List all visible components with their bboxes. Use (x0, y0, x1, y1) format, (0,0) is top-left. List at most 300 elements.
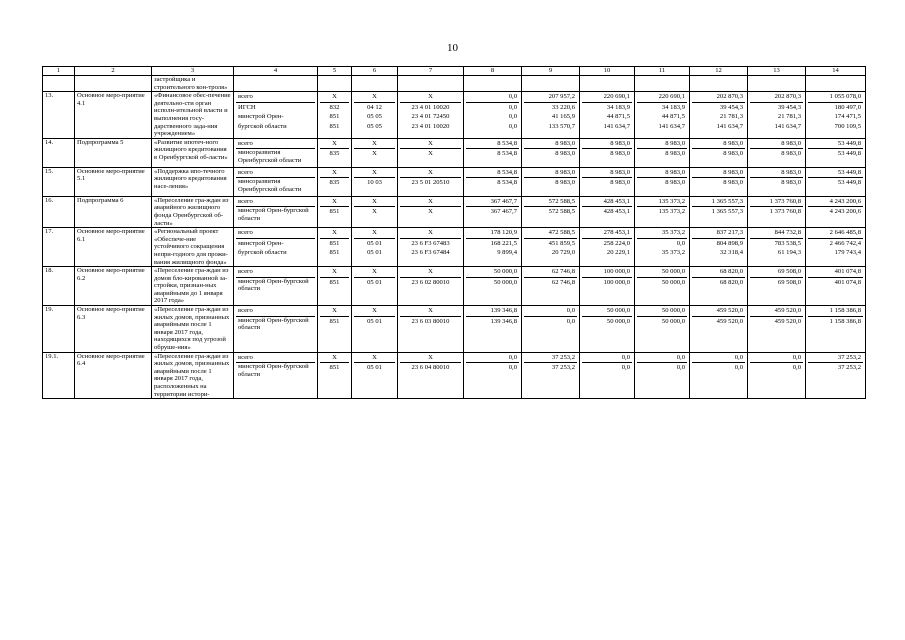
amount-value: 367 467,7 (466, 197, 519, 208)
responsible-cell (234, 352, 318, 399)
amount-value: 367 467,7 (490, 208, 517, 216)
code-value: 851 (329, 364, 340, 372)
code-value: X (320, 168, 349, 179)
amount-value: 50 000,0 (637, 306, 687, 317)
code-cell-6 (352, 196, 398, 227)
amount-value: 0,0 (750, 353, 803, 364)
amount-value: 428 453,1 (582, 197, 632, 208)
amount-cell-12 (690, 352, 748, 399)
amount-value: 50 000,0 (466, 267, 519, 278)
code-value: X (354, 267, 395, 278)
code-value: X (400, 353, 461, 364)
row-type-cell (75, 76, 152, 92)
row-number-cell: 13. (43, 92, 75, 139)
amount-value: 100 000,0 (603, 278, 630, 286)
amount-value: 844 732,8 (750, 228, 803, 239)
amount-value: 459 520,0 (750, 306, 803, 317)
empty-cell (318, 76, 352, 92)
responsible-line: всего (236, 139, 315, 150)
amount-value: 0,0 (676, 239, 685, 247)
column-number: 5 (318, 67, 352, 76)
amount-value: 202 870,3 (692, 92, 745, 103)
responsible-cell (234, 267, 318, 306)
code-value: X (320, 306, 349, 317)
amount-value: 0,0 (692, 353, 745, 364)
amount-value: 8 983,0 (750, 168, 803, 179)
amount-value: 133 570,7 (548, 122, 575, 130)
amount-value: 53 449,8 (837, 150, 861, 158)
amount-value: 0,0 (566, 317, 575, 325)
code-cell-6 (352, 306, 398, 353)
code-cell-5 (318, 167, 352, 196)
code-cell-5 (318, 352, 352, 399)
code-value: X (320, 353, 349, 364)
amount-cell-11 (635, 228, 690, 267)
column-number: 3 (152, 67, 234, 76)
row-number-cell: 14. (43, 138, 75, 167)
empty-cell (635, 76, 690, 92)
amount-value: 220 690,1 (637, 92, 687, 103)
row-number-cell: 19.1. (43, 352, 75, 399)
code-cell-5 (318, 228, 352, 267)
code-value: X (428, 208, 433, 216)
responsible-line: минстрой Орен-бургской области (238, 207, 309, 222)
amount-value: 401 074,8 (808, 267, 863, 278)
amount-cell-14 (806, 167, 866, 196)
amount-value: 37 253,2 (808, 353, 863, 364)
empty-cell (690, 76, 748, 92)
amount-value: 8 983,0 (582, 139, 632, 150)
amount-value: 258 224,0 (603, 239, 630, 247)
row-type-cell: Основное меро-приятие 4.1 (75, 92, 152, 139)
amount-cell-12 (690, 196, 748, 227)
amount-cell-13 (748, 306, 806, 353)
amount-value: 50 000,0 (493, 278, 517, 286)
amount-cell-10 (580, 196, 635, 227)
amount-value: 37 253,2 (551, 364, 575, 372)
code-value: X (400, 197, 461, 208)
amount-value: 700 109,5 (834, 122, 861, 130)
amount-cell-13 (748, 196, 806, 227)
column-number: 13 (748, 67, 806, 76)
amount-value: 278 453,1 (582, 228, 632, 239)
amount-cell-9 (522, 167, 580, 196)
amount-value: 20 229,1 (606, 249, 630, 257)
amount-value: 220 690,1 (582, 92, 632, 103)
amount-value: 8 983,0 (723, 150, 743, 158)
code-cell-7 (398, 138, 464, 167)
amount-value: 451 859,5 (548, 239, 575, 247)
amount-value: 0,0 (466, 353, 519, 364)
code-value: X (400, 228, 461, 239)
amount-cell-11 (635, 196, 690, 227)
responsible-cell (234, 92, 318, 139)
amount-value: 0,0 (792, 364, 801, 372)
code-cell-7 (398, 352, 464, 399)
row-type-cell: Подпрограмма 5 (75, 138, 152, 167)
code-value: 23 6 04 80010 (411, 364, 450, 372)
code-value: 23 6 F3 67483 (411, 239, 450, 247)
amount-value: 0,0 (524, 306, 577, 317)
code-cell-7 (398, 167, 464, 196)
amount-cell-14 (806, 228, 866, 267)
code-cell-7 (398, 306, 464, 353)
row-number-cell: 17. (43, 228, 75, 267)
empty-cell (580, 76, 635, 92)
amount-value: 68 820,0 (692, 267, 745, 278)
code-value: 05 01 (367, 249, 382, 257)
amount-value: 139 346,8 (490, 317, 517, 325)
amount-cell-13 (748, 352, 806, 399)
amount-value: 8 983,0 (723, 179, 743, 187)
amount-value: 34 183,9 (606, 103, 630, 111)
amount-value: 20 729,0 (551, 249, 575, 257)
empty-cell (398, 76, 464, 92)
amount-cell-14 (806, 306, 866, 353)
amount-cell-13 (748, 267, 806, 306)
amount-cell-9 (522, 196, 580, 227)
amount-cell-9 (522, 352, 580, 399)
amount-cell-14 (806, 267, 866, 306)
code-value: X (354, 306, 395, 317)
responsible-line: всего (236, 267, 315, 278)
row-name-cell: «Переселение гра-ждан из домов бло-кированной за-стройки, признан-ных аварийными до 1 января 2017 года» (152, 267, 234, 306)
amount-cell-10 (580, 352, 635, 399)
amount-value: 141 634,7 (774, 122, 801, 130)
amount-value: 2 466 742,4 (829, 239, 861, 247)
row-type-cell: Основное меро-приятие 6.4 (75, 352, 152, 399)
amount-cell-8 (464, 306, 522, 353)
table-header-row (43, 67, 866, 76)
code-value: X (354, 168, 395, 179)
amount-value: 0,0 (582, 353, 632, 364)
amount-value: 21 781,3 (719, 113, 743, 121)
amount-value: 8 983,0 (524, 168, 577, 179)
amount-value: 8 983,0 (781, 179, 801, 187)
amount-cell-10 (580, 138, 635, 167)
table-row (43, 306, 866, 353)
amount-cell-10 (580, 306, 635, 353)
amount-value: 804 898,9 (716, 239, 743, 247)
amount-value: 8 983,0 (610, 150, 630, 158)
amount-value: 8 983,0 (637, 139, 687, 150)
amount-cell-11 (635, 167, 690, 196)
amount-value: 135 373,2 (637, 197, 687, 208)
amount-value: 135 373,2 (658, 208, 685, 216)
code-value: X (400, 267, 461, 278)
column-number: 8 (464, 67, 522, 76)
amount-value: 1 373 760,8 (750, 197, 803, 208)
responsible-line: всего (236, 197, 315, 208)
amount-value: 0,0 (466, 92, 519, 103)
amount-cell-11 (635, 92, 690, 139)
amount-value: 401 074,8 (834, 278, 861, 286)
empty-cell (748, 76, 806, 92)
amount-value: 0,0 (508, 113, 517, 121)
amount-cell-11 (635, 306, 690, 353)
amount-value: 53 449,8 (808, 139, 863, 150)
code-value: X (320, 197, 349, 208)
table-row (43, 196, 866, 227)
responsible-line: минстрой Орен-бургской области (238, 316, 309, 332)
code-value: 23 5 01 20510 (411, 179, 450, 187)
amount-value: 8 983,0 (555, 179, 575, 187)
amount-value: 0,0 (734, 364, 743, 372)
amount-value: 202 870,3 (750, 92, 803, 103)
table-row (43, 267, 866, 306)
code-value: X (320, 228, 349, 239)
responsible-cell (234, 196, 318, 227)
amount-cell-10 (580, 92, 635, 139)
amount-cell-8 (464, 138, 522, 167)
code-value: 05 05 (367, 122, 382, 130)
amount-cell-12 (690, 167, 748, 196)
amount-value: 50 000,0 (661, 317, 685, 325)
responsible-line: всего (236, 353, 315, 364)
amount-cell-9 (522, 267, 580, 306)
amount-value: 68 820,0 (719, 278, 743, 286)
amount-cell-8 (464, 92, 522, 139)
amount-value: 0,0 (676, 364, 685, 372)
empty-cell (806, 76, 866, 92)
row-name-cell: «Переселение гра-ждан из жилых домов, признанных аварийными после 1 января 2017 года, расположенных на территории истори- (152, 352, 234, 399)
code-value: 05 01 (367, 317, 382, 325)
amount-value: 44 871,5 (661, 113, 685, 121)
amount-value: 8 534,8 (466, 168, 519, 179)
amount-value: 8 983,0 (610, 179, 630, 187)
amount-value: 572 588,5 (524, 197, 577, 208)
amount-value: 8 983,0 (750, 139, 803, 150)
amount-value: 9 899,4 (497, 249, 517, 257)
amount-value: 2 646 485,8 (808, 228, 863, 239)
amount-value: 39 454,3 (719, 103, 743, 111)
row-number-cell: 18. (43, 267, 75, 306)
code-value: 05 01 (367, 364, 382, 372)
code-cell-7 (398, 196, 464, 227)
amount-value: 50 000,0 (582, 306, 632, 317)
code-value: X (354, 353, 395, 364)
amount-value: 62 746,8 (524, 267, 577, 278)
amount-value: 141 634,7 (658, 122, 685, 130)
amount-value: 37 253,2 (837, 364, 861, 372)
column-number: 2 (75, 67, 152, 76)
code-cell-6 (352, 352, 398, 399)
code-value: 832 (329, 103, 340, 111)
row-number-cell (43, 76, 75, 92)
amount-value: 69 508,0 (750, 267, 803, 278)
code-value: X (320, 92, 349, 103)
amount-value: 32 318,4 (719, 249, 743, 257)
column-number: 14 (806, 67, 866, 76)
code-cell-7 (398, 92, 464, 139)
amount-value: 0,0 (508, 103, 517, 111)
code-value: 835 (329, 179, 340, 187)
code-value: 851 (329, 317, 340, 325)
table-row (43, 138, 866, 167)
code-value: 851 (329, 122, 340, 130)
amount-cell-10 (580, 167, 635, 196)
amount-value: 8 983,0 (524, 139, 577, 150)
code-cell-7 (398, 228, 464, 267)
code-cell-5 (318, 92, 352, 139)
amount-cell-14 (806, 352, 866, 399)
amount-value: 459 520,0 (716, 317, 743, 325)
responsible-line: всего (236, 306, 315, 317)
responsible-line: минстрой Орен- (238, 113, 284, 121)
code-cell-6 (352, 228, 398, 267)
code-value: X (354, 139, 395, 150)
code-cell-6 (352, 267, 398, 306)
amount-cell-9 (522, 306, 580, 353)
amount-value: 0,0 (637, 353, 687, 364)
empty-cell (234, 76, 318, 92)
amount-value: 62 746,8 (551, 278, 575, 286)
amount-cell-11 (635, 267, 690, 306)
code-value: 05 01 (367, 278, 382, 286)
row-number-cell: 15. (43, 167, 75, 196)
row-name-cell: «Переселение гра-ждан из аварийного жилищного фонда Оренбургской об-ласти» (152, 196, 234, 227)
amount-value: 69 508,0 (777, 278, 801, 286)
amount-value: 174 471,5 (834, 113, 861, 121)
amount-value: 35 373,2 (661, 249, 685, 257)
code-cell-7 (398, 267, 464, 306)
responsible-cell (234, 228, 318, 267)
amount-value: 141 634,7 (603, 122, 630, 130)
code-value: X (400, 92, 461, 103)
amount-cell-11 (635, 352, 690, 399)
amount-value: 141 634,7 (716, 122, 743, 130)
responsible-line: минстрой Орен-бургской области (238, 363, 309, 378)
code-value: 10 03 (367, 179, 382, 187)
row-name-cell: застройщика и строительного кон-троля» (152, 76, 234, 92)
amount-value: 4 243 200,6 (829, 208, 861, 216)
code-value: X (372, 208, 377, 216)
responsible-line: всего (236, 92, 315, 103)
amount-value: 8 983,0 (665, 150, 685, 158)
table-row-continuation (43, 76, 866, 92)
code-value: 851 (329, 249, 340, 257)
code-value: X (400, 168, 461, 179)
code-value: X (354, 92, 395, 103)
amount-cell-12 (690, 267, 748, 306)
amount-value: 207 957,2 (524, 92, 577, 103)
amount-cell-13 (748, 138, 806, 167)
amount-cell-10 (580, 228, 635, 267)
amount-cell-8 (464, 196, 522, 227)
amount-cell-14 (806, 92, 866, 139)
code-value: X (372, 150, 377, 158)
amount-cell-13 (748, 228, 806, 267)
amount-value: 44 871,5 (606, 113, 630, 121)
code-value: 23 6 F3 67484 (411, 249, 450, 257)
code-value: X (354, 197, 395, 208)
amount-cell-8 (464, 267, 522, 306)
code-cell-6 (352, 138, 398, 167)
amount-cell-12 (690, 92, 748, 139)
code-value: X (320, 139, 349, 150)
empty-cell (464, 76, 522, 92)
amount-value: 1 158 386,8 (808, 306, 863, 317)
code-value: 23 6 03 80010 (411, 317, 450, 325)
amount-value: 4 243 200,6 (808, 197, 863, 208)
amount-cell-9 (522, 228, 580, 267)
amount-value: 100 000,0 (582, 267, 632, 278)
amount-value: 1 365 557,3 (692, 197, 745, 208)
amount-value: 783 538,5 (774, 239, 801, 247)
amount-value: 8 534,8 (497, 179, 517, 187)
amount-value: 8 983,0 (781, 150, 801, 158)
column-number: 7 (398, 67, 464, 76)
amount-cell-8 (464, 352, 522, 399)
row-name-cell: «Переселение гра-ждан из жилых домов, признанных аварийными после 1 января 2017 года, находящихся под угрозой обруше-ния» (152, 306, 234, 353)
code-value: 04 12 (367, 103, 382, 111)
amount-cell-13 (748, 92, 806, 139)
code-cell-6 (352, 167, 398, 196)
amount-cell-14 (806, 138, 866, 167)
amount-value: 459 520,0 (692, 306, 745, 317)
amount-value: 8 534,8 (466, 139, 519, 150)
amount-value: 459 520,0 (774, 317, 801, 325)
code-value: X (320, 267, 349, 278)
row-type-cell: Основное меро-приятие 6.1 (75, 228, 152, 267)
amount-value: 8 534,8 (497, 150, 517, 158)
amount-value: 472 588,5 (524, 228, 577, 239)
code-value: 851 (329, 208, 340, 216)
code-value: 851 (329, 278, 340, 286)
row-type-cell: Основное меро-приятие 5.1 (75, 167, 152, 196)
code-cell-5 (318, 138, 352, 167)
amount-value: 8 983,0 (692, 139, 745, 150)
column-number: 12 (690, 67, 748, 76)
code-value: 05 05 (367, 113, 382, 121)
amount-value: 41 165,9 (551, 113, 575, 121)
table-row (43, 352, 866, 399)
code-value: 23 6 02 80010 (411, 278, 450, 286)
amount-value: 8 983,0 (555, 150, 575, 158)
code-value: 835 (329, 150, 340, 158)
amount-value: 1 365 557,3 (711, 208, 743, 216)
amount-cell-13 (748, 167, 806, 196)
responsible-line: бургской области (238, 249, 287, 257)
row-number-cell: 16. (43, 196, 75, 227)
amount-value: 37 253,2 (524, 353, 577, 364)
code-value: X (400, 139, 461, 150)
responsible-line: минстрой Орен-бургской области (238, 277, 309, 293)
amount-value: 1 055 078,0 (808, 92, 863, 103)
table-row (43, 92, 866, 139)
amount-value: 50 000,0 (661, 278, 685, 286)
amount-value: 0,0 (508, 364, 517, 372)
column-number: 6 (352, 67, 398, 76)
responsible-cell (234, 167, 318, 196)
code-value: X (428, 150, 433, 158)
amount-value: 8 983,0 (582, 168, 632, 179)
amount-value: 837 217,3 (692, 228, 745, 239)
row-name-cell: «Развитие ипотеч-ного жилищного кредитования в Оренбургской об-ласти» (152, 138, 234, 167)
code-value: 05 01 (367, 239, 382, 247)
responsible-line: минстрой Орен- (238, 239, 284, 247)
code-value: 851 (329, 239, 340, 247)
code-value: 23 4 01 72450 (411, 113, 450, 121)
program-table (42, 66, 866, 399)
amount-cell-12 (690, 228, 748, 267)
amount-cell-11 (635, 138, 690, 167)
amount-value: 180 497,0 (834, 103, 861, 111)
amount-value: 8 983,0 (637, 168, 687, 179)
row-type-cell: Основное меро-приятие 6.3 (75, 306, 152, 353)
amount-cell-10 (580, 267, 635, 306)
responsible-line: ИГСН (238, 103, 256, 111)
